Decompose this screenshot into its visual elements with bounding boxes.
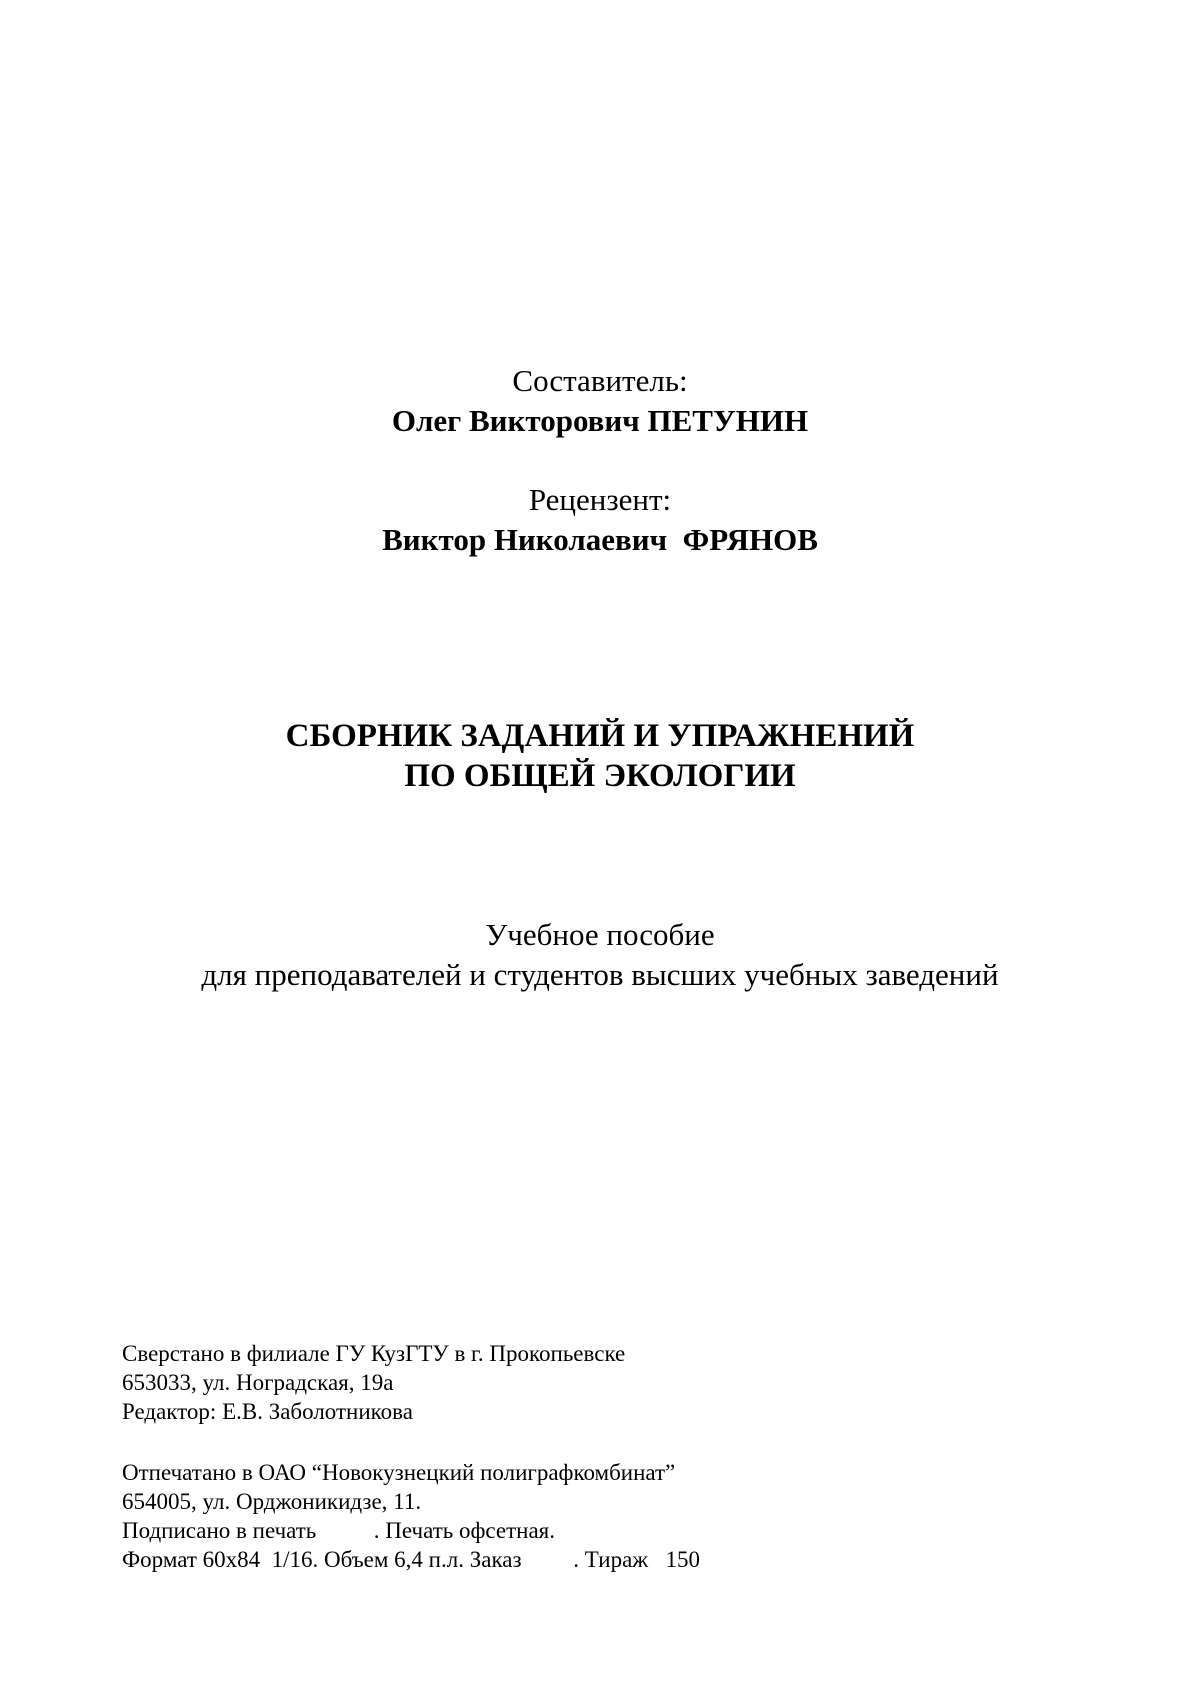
- book-subtitle: [0, 915, 1200, 995]
- book-title-line-1: СБОРНИК ЗАДАНИЙ И УПРАЖНЕНИЙ: [285, 718, 915, 754]
- imprint-printer-line: Отпечатано в ОАО “Новокузнецкий полиграфкомбинат”: [122, 1460, 676, 1485]
- book-subtitle-line-1: Учебное пособие: [485, 917, 715, 952]
- book-title: [0, 716, 1200, 796]
- compiler-block: [0, 361, 1200, 441]
- compiler-name: Олег Викторович ПЕТУНИН: [391, 403, 809, 438]
- imprint-editor-line: Редактор: Е.В. Заболотникова: [122, 1399, 413, 1424]
- imprint-print-block: [122, 1458, 1022, 1574]
- book-subtitle-line-2: для преподавателей и студентов высших учебных заведений: [201, 957, 999, 992]
- imprint-format-line: Формат 60х84 1/16. Объем 6,4 п.л. Заказ . Тираж 150: [122, 1547, 700, 1572]
- compiler-label: Составитель:: [512, 363, 688, 398]
- imprint-layout-block: [122, 1339, 1022, 1426]
- reviewer-block: [0, 480, 1200, 560]
- imprint-layout-line: 653033, ул. Ноградская, 19а: [122, 1370, 394, 1395]
- book-title-line-2: ПО ОБЩЕЙ ЭКОЛОГИИ: [404, 758, 796, 794]
- reviewer-name: Виктор Николаевич ФРЯНОВ: [382, 522, 818, 557]
- imprint-printer-address-line: 654005, ул. Орджоникидзе, 11.: [122, 1489, 422, 1514]
- imprint-layout-line: Сверстано в филиале ГУ КузГТУ в г. Прокопьевске: [122, 1341, 626, 1366]
- reviewer-label: Рецензент:: [528, 482, 672, 517]
- imprint-signed-line: Подписано в печать . Печать офсетная.: [122, 1518, 556, 1543]
